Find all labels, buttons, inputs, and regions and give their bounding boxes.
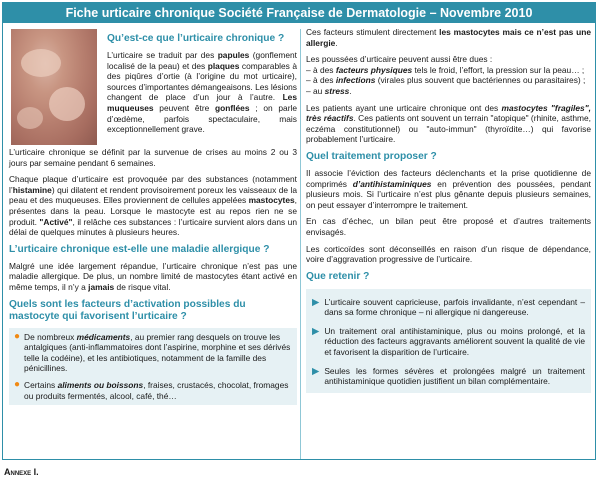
urticaria-photo <box>11 29 97 145</box>
orange-dot-icon: ● <box>14 330 21 342</box>
list-item <box>312 326 585 358</box>
page-title: Fiche urticaire chronique Société Française de Dermatologie – Novembre 2010 <box>3 3 595 23</box>
section-title-treatment: Quel traitement proposer ? <box>306 150 437 162</box>
list-item-text: Un traitement oral antihistaminique, plus ou moins prolongé, et la réduction des facteurs aggravants améliorent souvent la qualité de vie et favorisent la disparition de l’urticaire. <box>324 325 585 358</box>
list-item <box>14 332 292 374</box>
annex-label: Annexe I. <box>4 467 39 477</box>
list-item <box>14 380 292 401</box>
paragraph-fragile-mastocytes: Les patients ayant une urticaire chronique ont des mastocytes "fragiles", très réactifs. Ces patients ont souvent un terrain "atopique" (rhinite, asthme, eczéma constitutionnel) ou "auto-immun" (thyroïdite…) qui favorise probablement l’urticaire. <box>306 102 591 145</box>
list-item <box>312 366 585 387</box>
paragraph-failure: En cas d’échec, un bilan peut être proposé et d’autres traitements envisagés. <box>306 216 591 237</box>
list-item-text: De nombreux médicaments, au premier rang desquels on trouve les antalgiques (anti-inflammatoires dont l’aspirine, morphine et ses dérivés telle la codéine), et les antibiotiques, notamment de la famille des pénicillines. <box>24 331 291 374</box>
orange-dot-icon: ● <box>14 378 21 390</box>
section-title-retain: Que retenir ? <box>306 270 370 282</box>
list-item-text: L’urticaire souvent capricieuse, parfois invalidante, n’est cependant – dans sa forme chronique – ni allergique ni dangereuse. <box>324 296 585 318</box>
paragraph-chronic: L’urticaire chronique se définit par la survenue de crises au moins 2 ou 3 jours par semaine pendant 6 semaines. <box>9 147 297 168</box>
list-item-text: Seules les formes sévères et prolongées malgré un traitement antihistaminique quotidien justifient un bilan complémentaire. <box>324 365 585 387</box>
factors-list <box>9 328 297 406</box>
list-item <box>312 297 585 318</box>
left-column <box>9 27 297 405</box>
paragraph-direct-stimulation: Ces facteurs stimulent directement les mastocytes mais ce n’est pas une allergie. <box>306 27 591 48</box>
column-divider <box>300 29 301 459</box>
document-frame <box>2 2 596 460</box>
section-title-allergy: L’urticaire chronique est-elle une maladie allergique ? <box>9 243 270 255</box>
paragraph-mastocytes: Chaque plaque d’urticaire est provoquée par des substances (notamment l’histamine) qui dilatent et rendent provisoirement poreux les vaisseaux de la peau et des muqueuses. Elles proviennent de cellules appelées mastocytes, présentes dans la peau. Lorsque le mastocyte est au repos rien ne se produit. "Activé", il relâche ces substances : l’urticaire survient alors dans un délai de quelques minutes à plusieurs heures. <box>9 174 297 238</box>
section-title-what-is: Qu’est-ce que l’urticaire chronique ? <box>107 33 285 44</box>
retain-box <box>306 289 591 393</box>
arrow-right-icon: ▶ <box>312 296 320 308</box>
paragraph-corticoids: Les corticoïdes sont déconseillés en raison d’un risque de dépendance, voire d’aggravation progressive de l’urticaire. <box>306 243 591 265</box>
paragraph-allergy: Malgré une idée largement répandue, l’urticaire chronique n’est pas une maladie allergique. De plus, un nombre limité de mastocytes étant activé en même temps, il n’y a jamais de risque vital. <box>9 260 297 292</box>
arrow-right-icon: ▶ <box>312 365 320 377</box>
paragraph-treatment: Il associe l’éviction des facteurs déclenchants et la prise quotidienne de comprimés d’antihistaminiques en prévention des poussées, pendant plusieurs mois. Si l’urticaire n’est plus gênante depuis plusieurs semaines, on peut essayer d’interrompre le traitement. <box>306 167 592 210</box>
paragraph-triggers: Les poussées d’urticaire peuvent aussi être dues : – à des facteurs physiques tels le froid, l’effort, la pression sur la peau… ; – à des infections (virales plus souvent que bactériennes ou parasitaires) ; – au stress. <box>306 54 586 96</box>
arrow-right-icon: ▶ <box>312 325 320 337</box>
paragraph-definition: L’urticaire se traduit par des papules (gonflement localisé de la peau) et des plaques comparables à des piqûres d’ortie (à l’origine du mot urticaire), sources d’importantes démangeaisons. Les lésions changent de place d’un jour à l’autre. Les muqueuses peuvent être gonflées ; on parle d’œdème, parfois spectaculaire, mais exceptionnellement grave. <box>107 50 298 135</box>
list-item-text: Certains aliments ou boissons, fraises, crustacés, chocolat, fromages ou produits fermentés, alcool, café, thé… <box>24 379 289 401</box>
right-column <box>306 27 591 393</box>
section-title-factors: Quels sont les facteurs d’activation possibles du mastocyte qui favorisent l’urticaire ? <box>9 298 246 322</box>
